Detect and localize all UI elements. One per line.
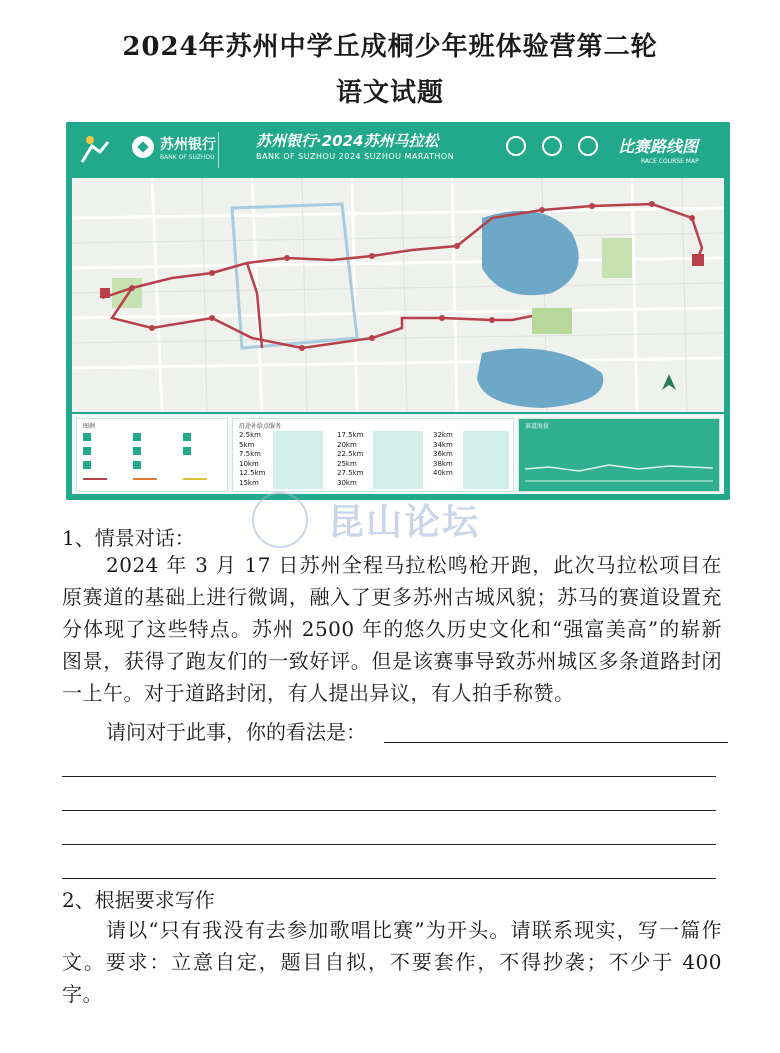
answer-line[interactable] [62, 878, 716, 879]
event-title-en: BANK OF SUZHOU 2024 SUZHOU MARATHON [256, 152, 455, 161]
title-line-2: 语文试题 [335, 78, 444, 108]
distance-label: 30km [337, 478, 357, 487]
legend-icons [77, 419, 227, 491]
watermark-logo-icon [252, 492, 308, 548]
distance-label: 12.5km [239, 469, 266, 477]
elevation-title: 赛道海拔 [525, 423, 550, 430]
distance-label: 5km [239, 440, 255, 449]
question-2-paragraph: 请以“只有我没有去参加歌唱比赛”为开头。请联系现实，写一篇作文。要求：立意自定，题目自拟，不要套作，不得抄袭；不少于 400 字。 [62, 918, 722, 1006]
map-legend [72, 414, 724, 494]
distance-label: 22.5km [337, 450, 364, 458]
distance-label: 32km [433, 431, 453, 439]
question-2-heading: 2、根据要求写作 [62, 888, 215, 912]
distance-label: 25km [337, 459, 357, 468]
distance-label: 34km [433, 440, 453, 449]
distance-label: 2.5km [239, 431, 262, 439]
answer-line[interactable] [62, 776, 716, 777]
sponsor-logo-icon [542, 136, 562, 156]
bank-sub: BANK OF SUZHOU [160, 154, 215, 161]
marathon-logo-icon [76, 132, 118, 168]
answer-line[interactable] [62, 810, 716, 811]
dushu-lake [477, 349, 603, 409]
start-marker-icon [100, 288, 110, 298]
legend-box [76, 418, 228, 492]
race-course-map [66, 122, 730, 500]
answer-line[interactable] [62, 844, 716, 845]
sponsor-logo-icon [578, 136, 598, 156]
route-map-title-en: RACE COURSE MAP [641, 158, 699, 165]
elevation-chart [518, 418, 720, 492]
header-divider [218, 132, 219, 168]
question-1-paragraph: 2024 年 3 月 17 日苏州全程马拉松鸣枪开跑，此次马拉松项目在原赛道的基础上进行微调，融入了更多苏州古城风貌；苏马的赛道设置充分体现了这些特点。苏州 2500 年的悠久历史文化和“强富美高”的崭新图景，获得了跑友们的一致好评。但是该赛事导致苏州城区多条道路封闭一上午。对于道路封闭，有人提出异议，有人拍手称赞。 [62, 553, 722, 705]
question-1-heading: 1、情景对话： [62, 526, 195, 550]
map-drawing [72, 178, 724, 412]
title-line-1: 2024年苏州中学丘成桐少年班体验营第二轮 [122, 32, 658, 62]
distance-label: 17.5km [337, 431, 364, 439]
service-table [232, 418, 514, 492]
bank-logo-icon [132, 136, 154, 158]
distance-label: 27.5km [337, 469, 364, 477]
question-1-prompt: 请问对于此事，你的看法是： [106, 720, 366, 744]
distance-label: 38km [433, 459, 453, 468]
map-header [66, 122, 730, 178]
jinji-lake [482, 211, 579, 295]
distance-label: 15km [239, 478, 259, 487]
distance-label: 36km [433, 450, 453, 458]
distance-label: 20km [337, 440, 357, 449]
bank-name: 苏州银行 [160, 137, 216, 153]
legend-title: 图例 [83, 423, 96, 430]
service-title: 沿途补给点服务 [239, 423, 282, 430]
distance-label: 40km [433, 469, 453, 477]
watermark [248, 490, 538, 550]
sponsor-logo-icon [506, 136, 526, 156]
distance-label: 10km [239, 459, 259, 468]
event-title: 苏州银行·2024苏州马拉松 [256, 132, 439, 150]
map-area [72, 178, 724, 412]
watermark-text: 昆山论坛 [328, 502, 481, 543]
answer-line[interactable] [384, 742, 728, 743]
distance-label: 7.5km [239, 450, 262, 458]
route-map-title: 比赛路线图 [618, 137, 699, 156]
finish-marker-icon [692, 254, 704, 266]
north-arrow-icon [662, 374, 676, 390]
